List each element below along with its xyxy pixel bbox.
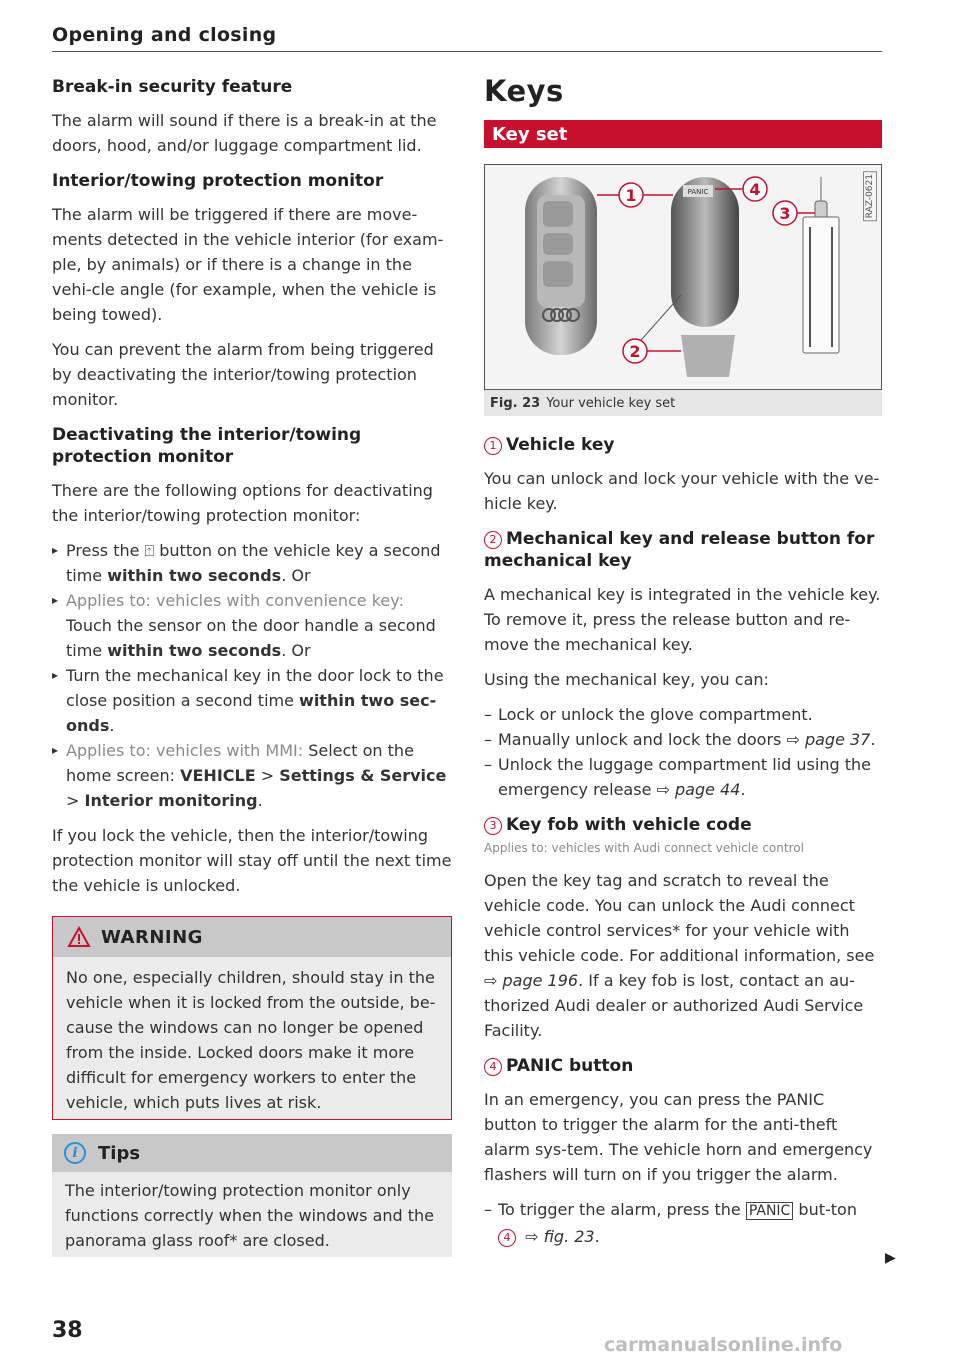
tips-text: The interior/towing protection monitor only functions correctly when the windows and the panorama glass roof* are closed.: [52, 1172, 452, 1257]
step-mmi: ▸ Applies to: vehicles with MMI: Select on the home screen: VEHICLE > Settings & Service > Interior monitoring.: [52, 738, 452, 813]
lock-icon: ⍐: [144, 541, 155, 560]
page-196-link[interactable]: ⇨ page 196: [484, 971, 579, 990]
deactivate-intro: There are the following options for deactivating the interior/towing protection monitor:: [52, 481, 433, 525]
mechanical-key-uses: [484, 702, 882, 802]
watermark: carmanualsonline.info: [604, 1334, 843, 1356]
key-fob-heading: 3 Key fob with vehicle code: [484, 814, 882, 836]
step-lock-button: ▸ Press the ⍐ button on the vehicle key a second time within two seconds. Or: [52, 538, 452, 588]
warning-label: WARNING: [101, 926, 203, 948]
warning-text: No one, especially children, should stay in the vehicle when it is locked from the outside, be-cause the windows can no longer be opened from the inside. Locked doors make it more difficult for emergency workers to enter the vehicle, which puts lives at risk.: [53, 957, 451, 1119]
page-44-link[interactable]: ⇨ page 44: [656, 780, 741, 799]
key-set-illustration: [485, 165, 882, 390]
use-luggage-lid: – Unlock the luggage compartment lid using the emergency release ⇨ page 44.: [484, 752, 882, 802]
svg-text:1: 1: [625, 186, 637, 205]
panic-steps: [484, 1197, 882, 1249]
keys-title: Keys: [484, 74, 564, 108]
warning-header: [53, 917, 451, 957]
page-header-title: Opening and closing: [52, 24, 277, 46]
panic-button-label: PANIC: [687, 188, 709, 196]
tips-header: [52, 1134, 452, 1172]
svg-text:4: 4: [749, 180, 761, 199]
header-rule: [52, 51, 882, 52]
interior-text: The alarm will be triggered if there are move-ments detected in the vehicle interior (for exam-ple, by animals) or if there is a change in the vehi-cle angle (for example, when the vehicle is being towed).: [52, 205, 444, 324]
use-glove-compartment: – Lock or unlock the glove compartment.: [484, 702, 882, 727]
unlock-button-icon: [543, 261, 573, 287]
key-fob: [803, 217, 839, 353]
panic-key: PANIC: [746, 1202, 794, 1220]
vehicle-key-text: You can unlock and lock your vehicle with the ve-hicle key.: [484, 469, 880, 513]
page-number: 38: [52, 1318, 83, 1343]
svg-text:2: 2: [629, 342, 641, 361]
next-page-arrow: ▶: [885, 1250, 896, 1266]
step-mechanical-key: ▸ Turn the mechanical key in the door lock to the close position a second time within two sec-onds.: [52, 663, 452, 738]
trunk-button-icon: [543, 233, 573, 255]
key-fob-text: Open the key tag and scratch to reveal the vehicle code. You can unlock the Audi connect vehicle control services* for your vehicle with this vehicle code. For additional information, see ⇨ page 196. If a key fob is lost, contact an au-thorized Audi dealer or authorized Audi Service Facility.: [484, 871, 875, 1040]
right-column: [484, 70, 882, 1259]
vehicle-key-back: [671, 177, 739, 327]
svg-text:3: 3: [779, 204, 791, 223]
tips-box: [52, 1134, 452, 1257]
step-door-sensor: ▸ Applies to: vehicles with convenience key: Touch the sensor on the door handle a second time within two seconds. Or: [52, 588, 452, 663]
vehicle-key-heading: 1 Vehicle key: [484, 434, 882, 456]
mechanical-key: [681, 335, 735, 377]
use-doors: – Manually unlock and lock the doors ⇨ page 37.: [484, 727, 882, 752]
mechanical-key-text-2: Using the mechanical key, you can:: [484, 670, 769, 689]
tips-label: Tips: [98, 1142, 141, 1164]
fig-23-link[interactable]: ⇨ fig. 23: [520, 1227, 595, 1246]
panic-step: – To trigger the alarm, press the PANIC but-ton 4 ⇨ fig. 23.: [484, 1197, 882, 1249]
left-column: [52, 72, 452, 1257]
warning-box: [52, 916, 452, 1120]
panic-text: In an emergency, you can press the PANIC button to trigger the alarm for the anti-theft alarm sys-tem. The vehicle horn and emergency flashers will turn on if you trigger the alarm.: [484, 1090, 873, 1184]
warning-triangle-icon: [67, 926, 91, 948]
info-icon: i: [64, 1142, 86, 1164]
page-37-link[interactable]: ⇨ page 37: [786, 730, 871, 749]
lock-button-icon: [543, 201, 573, 227]
breakin-text: The alarm will sound if there is a break-in at the doors, hood, and/or luggage compartment lid.: [52, 111, 437, 155]
deactivate-outro: If you lock the vehicle, then the interior/towing protection monitor will stay off until the next time the vehicle is unlocked.: [52, 826, 452, 895]
breakin-heading: Break-in security feature: [52, 77, 293, 97]
mechanical-key-text: A mechanical key is integrated in the vehicle key. To remove it, press the release button and re-move the mechanical key.: [484, 585, 881, 654]
deactivate-steps: [52, 538, 452, 813]
interior-heading: Interior/towing protection monitor: [52, 171, 384, 191]
key-set-figure: [484, 164, 882, 390]
panic-heading: 4 PANIC button: [484, 1055, 882, 1077]
interior-text-2: You can prevent the alarm from being triggered by deactivating the interior/towing protection monitor.: [52, 340, 434, 409]
mechanical-key-heading: 2 Mechanical key and release button for mechanical key: [484, 529, 875, 571]
deactivate-heading: Deactivating the interior/towing protection monitor: [52, 425, 362, 467]
key-fob-applies: Applies to: vehicles with Audi connect vehicle control: [484, 841, 804, 855]
figure-caption: Fig. 23 Your vehicle key set: [484, 390, 882, 416]
figure-code: RAZ-0621: [863, 171, 877, 221]
key-set-bar: Key set: [484, 120, 882, 148]
